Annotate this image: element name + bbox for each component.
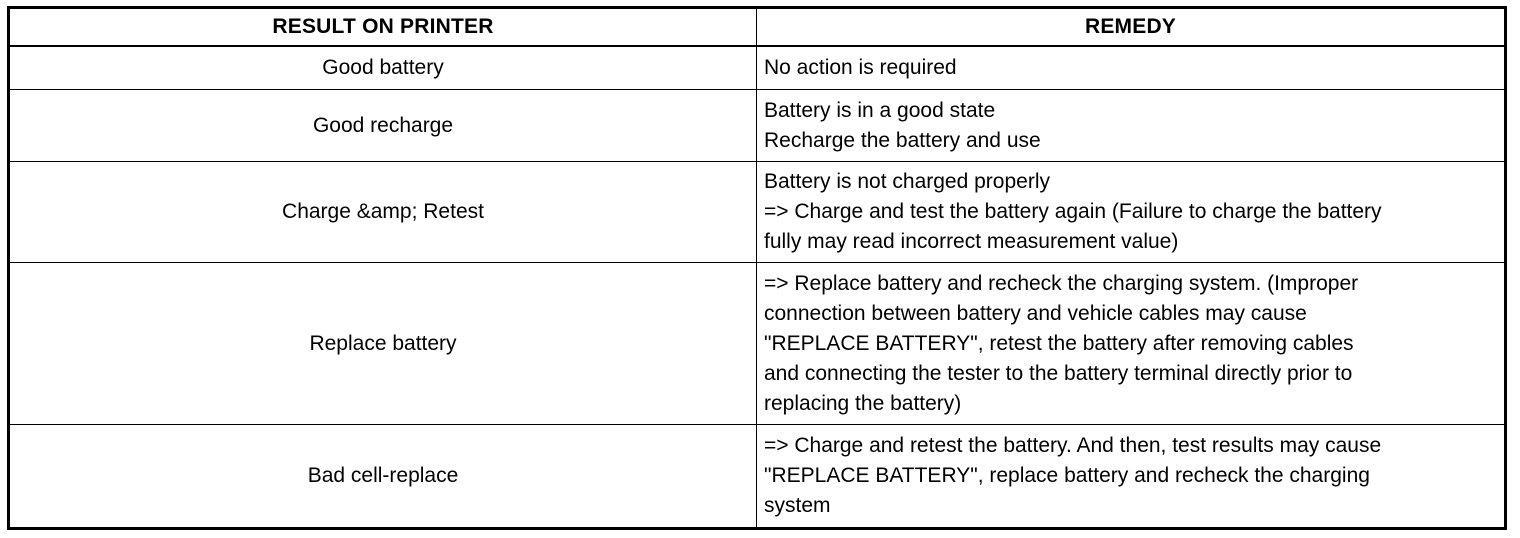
result-text: Good battery	[322, 56, 444, 79]
remedy-cell	[757, 47, 1504, 90]
remedy-line: => Replace battery and recheck the charging system. (Improper	[764, 271, 1359, 295]
remedy-line: Recharge the battery and use	[764, 128, 1041, 152]
header-remedy	[757, 9, 1504, 47]
remedy-line: replacing the battery)	[764, 391, 962, 415]
result-text: Bad cell-replace	[307, 464, 459, 487]
remedy-line: Battery is not charged properly	[764, 170, 1050, 193]
remedy-line: => Charge and retest the battery. And then, test results may cause	[764, 434, 1382, 457]
remedy-cell	[757, 425, 1504, 527]
remedy-cell	[757, 162, 1504, 263]
remedy-line: system	[764, 494, 831, 517]
result-text: Charge &amp; Retest	[282, 200, 484, 223]
remedy-line: => Charge and test the battery again (Failure to charge the battery	[764, 200, 1382, 223]
battery-test-results-table	[7, 6, 1507, 530]
result-text: Good recharge	[312, 113, 454, 137]
remedy-line: Battery is in a good state	[764, 98, 996, 122]
remedy-line: No action is required	[764, 56, 957, 79]
header-result-on-printer	[10, 9, 757, 47]
result-text: Replace battery	[309, 331, 457, 355]
result-cell	[10, 425, 757, 527]
header-remedy-label: REMEDY	[1084, 15, 1177, 38]
remedy-line: and connecting the tester to the battery terminal directly prior to	[764, 361, 1353, 385]
result-cell	[10, 162, 757, 263]
remedy-cell	[757, 90, 1504, 162]
remedy-line: "REPLACE BATTERY", retest the battery after removing cables	[764, 331, 1354, 355]
result-cell	[10, 47, 757, 90]
remedy-line: "REPLACE BATTERY", replace battery and recheck the charging	[764, 464, 1370, 487]
result-cell	[10, 90, 757, 162]
header-result-label: RESULT ON PRINTER	[272, 15, 494, 38]
result-cell	[10, 263, 757, 425]
remedy-line: fully may read incorrect measurement value)	[764, 230, 1179, 253]
remedy-line: connection between battery and vehicle cables may cause	[764, 301, 1307, 325]
remedy-cell	[757, 263, 1504, 425]
